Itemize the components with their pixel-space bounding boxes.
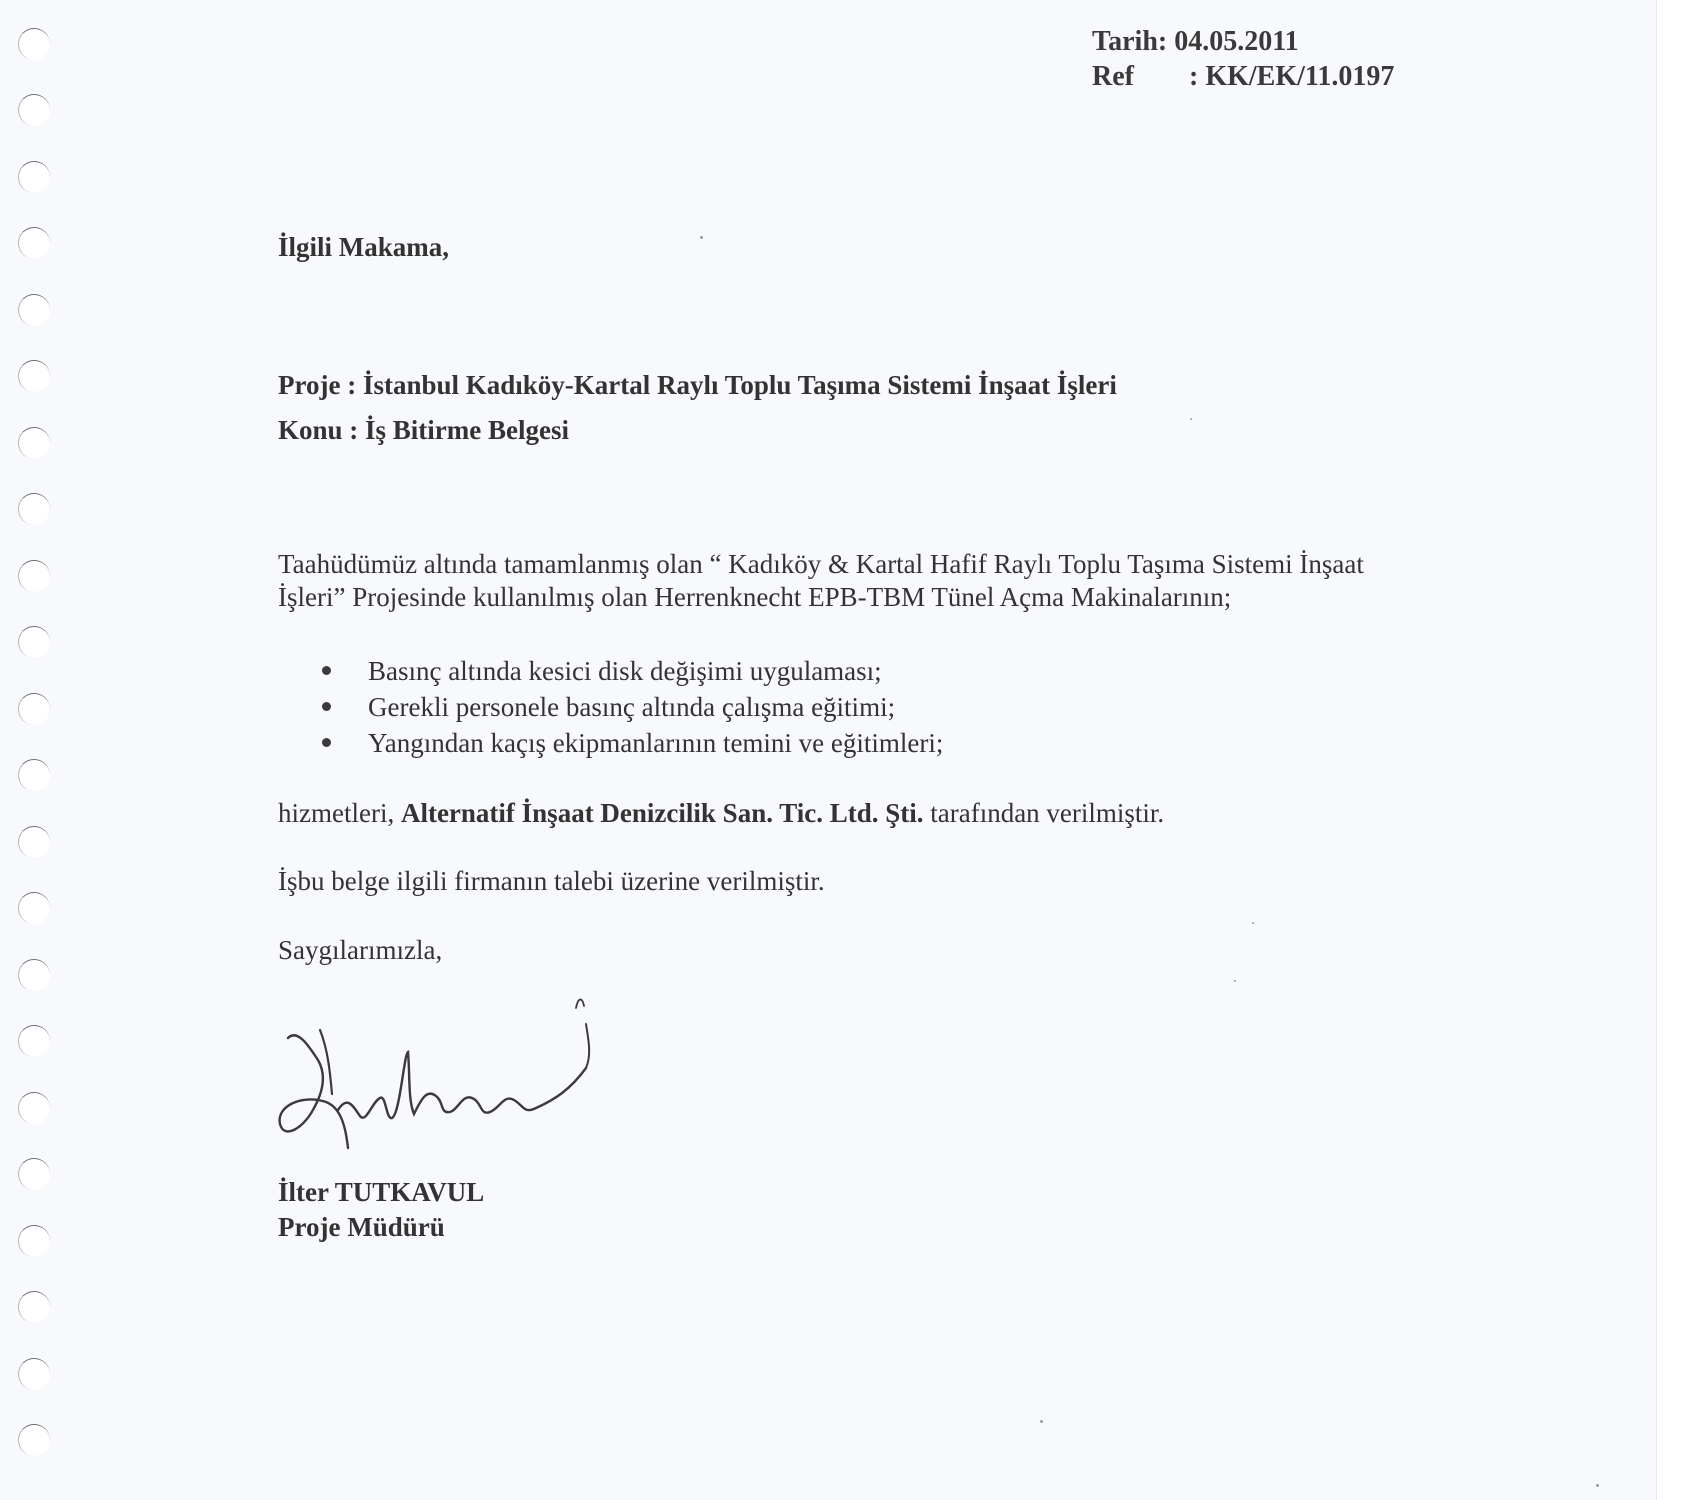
punch-hole xyxy=(18,826,50,858)
paper-speck xyxy=(700,236,703,239)
subject-line xyxy=(278,408,1117,453)
reference-separator: : xyxy=(1189,61,1199,92)
paper-speck xyxy=(1190,418,1192,420)
subject-value: İş Bitirme Belgesi xyxy=(365,415,569,445)
subject-label: Konu : xyxy=(278,415,359,445)
punch-hole xyxy=(18,892,50,924)
bullet-icon xyxy=(322,666,331,675)
body-paragraph xyxy=(278,548,1528,614)
list-item-text: Gerekli personele basınç altında çalışma eğitimi; xyxy=(368,692,896,722)
punch-hole xyxy=(18,759,50,791)
reference-label: Ref xyxy=(1092,61,1134,92)
punch-hole xyxy=(18,959,50,991)
project-label: Proje : xyxy=(278,370,357,400)
document-meta xyxy=(1092,24,1394,94)
punch-hole xyxy=(18,427,50,459)
punch-hole xyxy=(18,1424,50,1456)
company-name: Alternatif İnşaat Denizcilik San. Tic. Ltd. Şti. xyxy=(400,798,924,828)
services-prefix: hizmetleri, xyxy=(278,798,395,828)
body-line: İşleri” Projesinde kullanılmış olan Herrenknecht EPB-TBM Tünel Açma Makinalarının; xyxy=(278,582,1232,612)
paper-speck xyxy=(1252,922,1254,924)
services-statement xyxy=(278,798,1164,829)
certificate-statement: İşbu belge ilgili firmanın talebi üzerine verilmiştir. xyxy=(278,866,825,896)
closing-text: Saygılarımızla, xyxy=(278,935,443,965)
salutation: İlgili Makama, xyxy=(278,232,450,262)
punch-hole xyxy=(18,493,50,525)
date-label: Tarih: xyxy=(1092,26,1168,57)
date-value: 04.05.2011 xyxy=(1174,26,1299,57)
reference-value: KK/EK/11.0197 xyxy=(1205,61,1395,92)
punch-hole xyxy=(18,560,50,592)
body-line: Taahüdümüz altında tamamlanmış olan “ Kadıköy & Kartal Hafif Raylı Toplu Taşıma Sistemi İnşaat xyxy=(278,549,1364,579)
service-list xyxy=(320,653,943,761)
list-item-text: Basınç altında kesici disk değişimi uygulaması; xyxy=(368,656,882,686)
list-item xyxy=(320,689,943,725)
punch-hole xyxy=(18,161,50,193)
project-block xyxy=(278,363,1117,453)
punch-hole xyxy=(18,227,50,259)
punch-hole xyxy=(18,1092,50,1124)
date-line xyxy=(1092,24,1394,59)
punch-hole xyxy=(18,693,50,725)
punch-hole xyxy=(18,1158,50,1190)
list-item-text: Yangından kaçış ekipmanlarının temini ve eğitimleri; xyxy=(368,728,944,758)
signatory-title: Proje Müdürü xyxy=(278,1212,445,1242)
project-name: İstanbul Kadıköy-Kartal Raylı Toplu Taşıma Sistemi İnşaat İşleri xyxy=(362,370,1117,400)
punch-hole xyxy=(18,626,50,658)
punch-hole xyxy=(18,294,50,326)
project-line xyxy=(278,363,1117,408)
punch-hole xyxy=(18,360,50,392)
binder-punch-holes xyxy=(18,28,58,1488)
paper-speck xyxy=(1040,1420,1043,1423)
reference-line xyxy=(1092,59,1394,94)
punch-hole xyxy=(18,1291,50,1323)
services-suffix: tarafından verilmiştir. xyxy=(930,798,1165,828)
punch-hole xyxy=(18,94,50,126)
paper-speck xyxy=(1596,1484,1599,1487)
punch-hole xyxy=(18,1225,50,1257)
handwritten-signature xyxy=(268,990,648,1160)
list-item xyxy=(320,725,943,761)
signatory-name: İlter TUTKAVUL xyxy=(278,1177,485,1207)
signatory xyxy=(278,1175,484,1245)
punch-hole xyxy=(18,1358,50,1390)
punch-hole xyxy=(18,1025,50,1057)
bullet-icon xyxy=(322,702,331,711)
list-item xyxy=(320,653,943,689)
bullet-icon xyxy=(322,738,331,747)
paper-speck xyxy=(1234,980,1236,982)
punch-hole xyxy=(18,28,50,60)
